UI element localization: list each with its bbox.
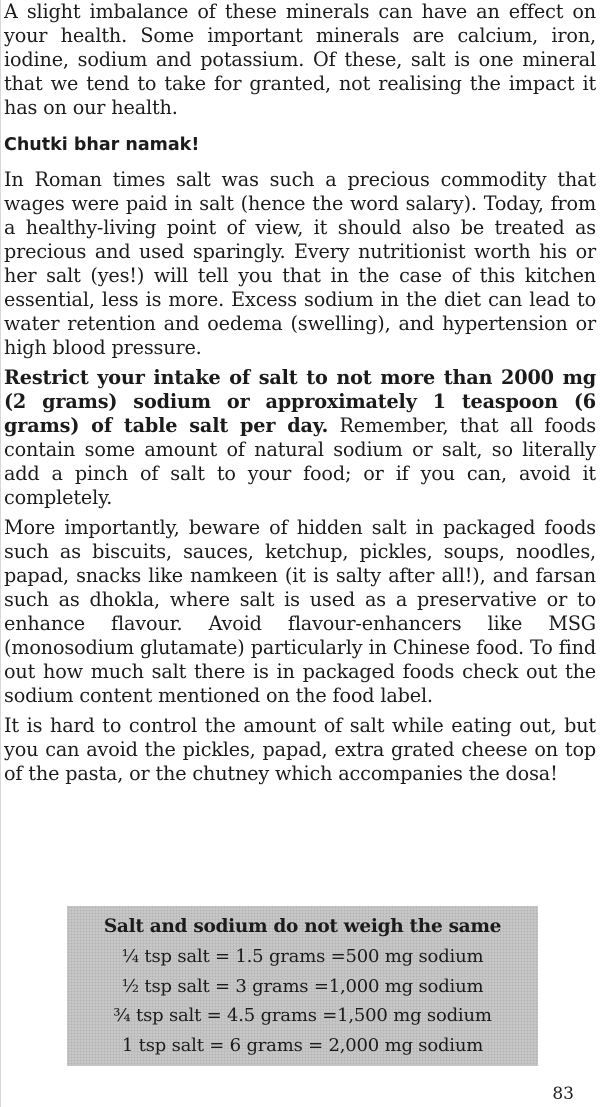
restrict-intake-bold: Restrict your intake of salt to not more than 2000 mg (2 grams) sodium or approximately 1 teaspoon (6 grams) of table salt per day.	[4, 366, 596, 437]
infobox-row: ¼ tsp salt = 1.5 grams =500 mg sodium	[121, 946, 484, 967]
infobox-row: ½ tsp salt = 3 grams =1,000 mg sodium	[121, 975, 484, 997]
paragraph-roman-salt: In Roman times salt was such a precious commodity that wages were paid in salt (hence the word salary). Today, from a healthy-living point of view, it should also be treated as precious and used sparingly. Every nutritionist worth his or her salt (yes!) will tell you that in the case of this kitchen essential, less is more. Excess sodium in the diet can lead to water retention and oedema (swelling), and hypertension or high blood pressure.	[4, 168, 596, 359]
section-heading: Chutki bhar namak!	[4, 135, 200, 155]
paragraph-minerals: A slight imbalance of these minerals can have an effect on your health. Some important minerals are calcium, iron, iodine, sodium and potassium. Of these, salt is one mineral that we tend to take for granted, not realising the impact it has on our health.	[4, 0, 596, 119]
infobox-row: ¾ tsp salt = 4.5 grams =1,500 mg sodium	[113, 1005, 492, 1026]
restrict-intake-rest: Remember, that all foods contain some amount of natural sodium or salt, so literally add a pinch of salt to your food; or if you can, avoid it completely.	[4, 414, 597, 509]
book-page	[4, 0, 596, 792]
page-number: 83	[552, 1084, 574, 1104]
infobox-row: 1 tsp salt = 6 grams = 2,000 mg sodium	[121, 1034, 484, 1056]
infobox-title: Salt and sodium do not weigh the same	[103, 916, 502, 937]
paragraph-hidden-salt: More importantly, beware of hidden salt in packaged foods such as biscuits, sauces, ketchup, pickles, soups, noodles, papad, snacks like namkeen (it is salty after all!), and farsan such as dhokla, where salt is used as a preservative or to enhance flavour. Avoid flavour-enhancers like MSG (monosodium glutamate) particularly in Chinese food. To find out how much salt there is in packaged foods check out the sodium content mentioned on the food label.	[4, 516, 596, 707]
salt-sodium-infobox	[67, 906, 538, 1066]
page-edge	[0, 0, 1, 1107]
paragraph-eating-out: It is hard to control the amount of salt while eating out, but you can avoid the pickles, papad, extra grated cheese on top of the pasta, or the chutney which accompanies the dosa!	[4, 714, 596, 785]
paragraph-restrict-intake	[4, 366, 596, 510]
